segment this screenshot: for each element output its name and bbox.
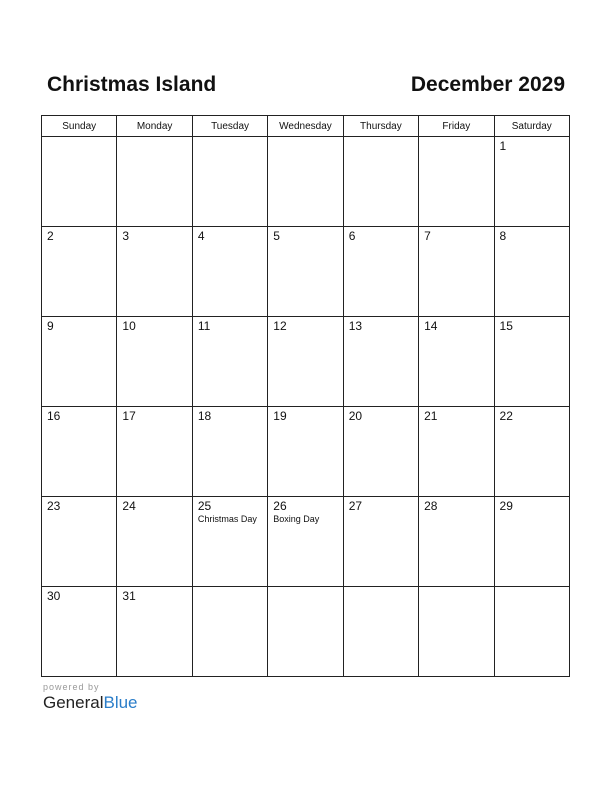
day-number [344, 587, 418, 589]
day-cell [42, 497, 117, 587]
day-number: 24 [122, 499, 136, 513]
day-number [117, 137, 191, 139]
calendar-grid [41, 115, 570, 677]
day-number: 3 [122, 229, 130, 243]
day-number [419, 587, 493, 589]
calendar-week-row [42, 137, 570, 227]
day-cell [268, 407, 343, 497]
day-cell [343, 587, 418, 677]
footer [43, 682, 138, 713]
day-number: 12 [273, 319, 287, 333]
day-cell [117, 587, 192, 677]
day-cell [268, 317, 343, 407]
day-cell [268, 587, 343, 677]
weekday-monday: Monday [117, 116, 192, 137]
day-cell [268, 137, 343, 227]
day-cell [117, 227, 192, 317]
day-cell [419, 137, 494, 227]
day-number: 2 [47, 229, 54, 243]
weekday-tuesday: Tuesday [192, 116, 267, 137]
day-number [419, 137, 493, 139]
generalblue-logo[interactable] [43, 693, 138, 713]
day-number: 21 [424, 409, 438, 423]
day-cell [343, 227, 418, 317]
day-number: 28 [424, 499, 438, 513]
day-number: 29 [499, 499, 513, 513]
day-cell [117, 137, 192, 227]
day-number: 15 [499, 319, 513, 333]
day-cell [192, 407, 267, 497]
day-number: 19 [273, 409, 287, 423]
day-number: 10 [122, 319, 136, 333]
day-number: 13 [348, 319, 363, 333]
calendar-week-row [42, 407, 570, 497]
day-number: 11 [197, 319, 211, 333]
day-cell [494, 407, 569, 497]
holiday-label: Christmas Day [197, 514, 257, 524]
day-cell [117, 497, 192, 587]
day-number: 30 [47, 589, 61, 603]
day-number [268, 587, 342, 589]
day-cell [192, 137, 267, 227]
day-number: 20 [348, 409, 363, 423]
day-cell [494, 587, 569, 677]
powered-by-text: powered by [43, 682, 100, 692]
calendar-body [42, 137, 570, 677]
weekday-friday: Friday [419, 116, 494, 137]
day-number: 16 [47, 409, 61, 423]
day-number: 8 [499, 229, 507, 243]
day-cell [419, 587, 494, 677]
day-number: 26 [273, 499, 287, 513]
day-cell [343, 497, 418, 587]
day-cell [268, 227, 343, 317]
day-number [495, 587, 569, 589]
day-number: 7 [424, 229, 431, 243]
day-cell [42, 137, 117, 227]
day-number [193, 137, 267, 139]
day-cell [343, 407, 418, 497]
day-cell [494, 137, 569, 227]
brand-general: General [43, 693, 104, 712]
calendar-week-row [42, 497, 570, 587]
day-number: 22 [499, 409, 513, 423]
day-cell [419, 227, 494, 317]
day-cell [192, 497, 267, 587]
day-number [42, 137, 116, 139]
day-cell [117, 317, 192, 407]
month-year-title: December 2029 [410, 73, 565, 96]
weekday-saturday: Saturday [494, 116, 569, 137]
day-number [344, 137, 418, 139]
day-number: 17 [122, 409, 136, 423]
day-cell [192, 587, 267, 677]
day-number: 27 [348, 499, 363, 513]
day-cell [268, 497, 343, 587]
brand-blue: Blue [103, 693, 138, 712]
day-number: 23 [47, 499, 61, 513]
day-number [193, 587, 267, 589]
day-cell [42, 227, 117, 317]
day-number [268, 137, 342, 139]
day-cell [192, 227, 267, 317]
day-number: 14 [424, 319, 438, 333]
weekday-sunday: Sunday [42, 116, 117, 137]
day-cell [42, 407, 117, 497]
calendar-header [47, 70, 565, 100]
weekday-thursday: Thursday [343, 116, 418, 137]
day-number: 1 [499, 139, 507, 153]
day-cell [419, 407, 494, 497]
weekday-header-row [42, 116, 570, 137]
day-number: 5 [273, 229, 280, 243]
day-number: 18 [197, 409, 212, 423]
region-title: Christmas Island [47, 73, 217, 96]
day-cell [192, 317, 267, 407]
day-cell [343, 317, 418, 407]
calendar-week-row [42, 227, 570, 317]
day-cell [419, 317, 494, 407]
day-cell [494, 317, 569, 407]
day-number: 6 [348, 229, 356, 243]
calendar-week-row [42, 587, 570, 677]
day-cell [419, 497, 494, 587]
day-cell [117, 407, 192, 497]
calendar-week-row [42, 317, 570, 407]
day-number: 4 [197, 229, 205, 243]
day-number: 25 [197, 499, 212, 513]
day-number: 9 [47, 319, 54, 333]
day-cell [494, 227, 569, 317]
day-cell [42, 317, 117, 407]
day-cell [494, 497, 569, 587]
holiday-label: Boxing Day [273, 514, 320, 524]
day-cell [343, 137, 418, 227]
day-cell [42, 587, 117, 677]
day-number: 31 [122, 589, 136, 603]
weekday-wednesday: Wednesday [268, 116, 343, 137]
